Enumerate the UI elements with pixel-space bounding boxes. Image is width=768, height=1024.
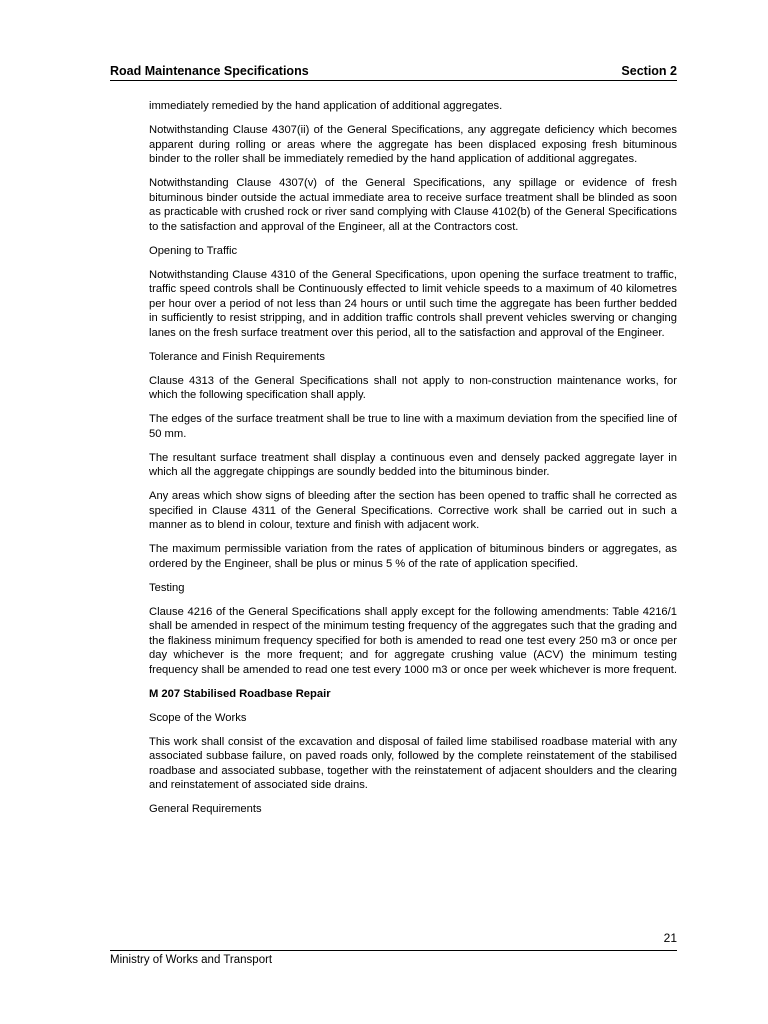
header-section: Section 2 — [621, 64, 677, 78]
document-body — [149, 99, 677, 826]
subheading-testing: Testing — [149, 581, 185, 594]
paragraph: Any areas which show signs of bleeding after the section has been opened to traffic shall he corrected as specified in Clause 4311 of the General Specifications. Corrective work shall be carried out in such a manner as to blend in colour, texture and finish with adjacent work. — [149, 490, 677, 531]
subheading-opening-to-traffic: Opening to Traffic — [149, 244, 238, 257]
header-title: Road Maintenance Specifications — [110, 64, 309, 78]
subheading-scope: Scope of the Works — [149, 711, 247, 724]
paragraph: Clause 4313 of the General Specifications shall not apply to non-construction maintenance works, for which the following specification shall apply. — [149, 374, 677, 401]
paragraph: The resultant surface treatment shall display a continuous even and densely packed aggregate layer in which all the aggregate chippings are soundly bedded into the bituminous binder. — [149, 451, 677, 478]
paragraph: Clause 4216 of the General Specifications shall apply except for the following amendments: Table 4216/1 shall be amended in respect of the minimum testing frequency of the aggregates such that the grading and the flakiness minimum frequency specified for both is amended to read one test every 250 m3 or once per day whichever is the more frequent; and for aggregate crushing value (ACV) the minimum testing frequency shall be amended to read one test every 1000 m3 or once per week whichever is more frequent. — [149, 605, 677, 676]
subheading-tolerance: Tolerance and Finish Requirements — [149, 350, 325, 363]
footer-text: Ministry of Works and Transport — [110, 954, 273, 966]
subheading-general-requirements: General Requirements — [149, 803, 262, 815]
paragraph: This work shall consist of the excavation and disposal of failed lime stabilised roadbase material with any associated subbase failure, on paved roads only, followed by the complete reinstatement of the stabilised roadbase and associated subbase, together with the reinstatement of adjacent shoulders and the clearing and reinstatement of associated side drains. — [149, 735, 677, 791]
paragraph: Notwithstanding Clause 4307(v) of the General Specifications, any spillage or evidence of fresh bituminous binder outside the actual immediate area to receive surface treatment shall be blinded as soon as practicable with crushed rock or river sand complying with Clause 4102(b) of the General Specifications to the satisfaction and approval of the Engineer, all at the Contractors cost. — [149, 177, 677, 233]
paragraph: The edges of the surface treatment shall be true to line with a maximum deviation from the specified line of 50 mm. — [149, 413, 677, 440]
paragraph: Notwithstanding Clause 4310 of the General Specifications, upon opening the surface treatment to traffic, traffic speed controls shall be Continuously effected to limit vehicle speeds to a maximum of 40 kilometres per hour over a period of not less than 24 hours or until such time the aggregate has been further bedded in sufficiently to resist stripping, and in addition traffic controls shall prevent vehicles swerving or changing lanes on the fresh surface treatment over this period, all to the satisfaction and approval of the Engineer. — [149, 268, 677, 339]
paragraph: The maximum permissible variation from the rates of application of bituminous binders or aggregates, as ordered by the Engineer, shall be plus or minus 5 % of the rate of application specified. — [149, 543, 677, 570]
paragraph: immediately remedied by the hand application of additional aggregates. — [149, 100, 503, 112]
page-header — [110, 64, 677, 81]
page-footer — [110, 950, 677, 966]
section-heading-m207: M 207 Stabilised Roadbase Repair — [149, 687, 331, 700]
page-number: 21 — [663, 931, 677, 945]
paragraph: Notwithstanding Clause 4307(ii) of the General Specifications, any aggregate deficiency which becomes apparent during rolling or areas where the aggregate has been displaced exposing fresh bituminous binder to the roller shall be immediately remedied by the hand application of additional aggregates. — [149, 124, 677, 165]
